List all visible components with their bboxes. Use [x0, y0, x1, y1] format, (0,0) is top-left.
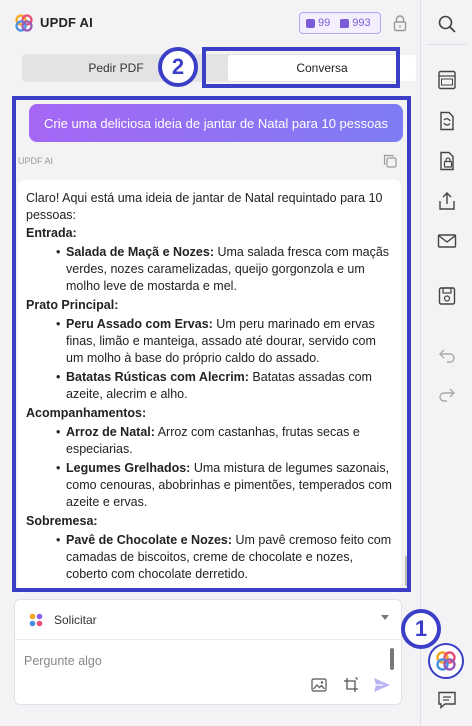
lock-icon[interactable]	[393, 14, 407, 32]
answer-section-heading: Prato Principal:	[26, 298, 119, 312]
input-panel	[14, 599, 402, 705]
answer-list	[26, 424, 393, 511]
answer-item-title: Pavê de Chocolate e Nozes:	[66, 533, 233, 547]
ai-answer	[18, 180, 401, 590]
answer-item-title: Peru Assado com Ervas:	[66, 317, 213, 331]
answer-item-text: Batatas assadas com azeite, alecrim e alho.	[66, 370, 372, 401]
input-scrollbar[interactable]	[390, 648, 394, 670]
redo-icon[interactable]	[437, 384, 457, 404]
app-header	[0, 0, 420, 46]
answer-intro: Claro! Aqui está uma ideia de jantar de Natal requintado para 10 pessoas:	[26, 191, 383, 222]
comment-icon[interactable]	[437, 690, 457, 710]
share-icon[interactable]	[437, 191, 457, 211]
answer-item	[26, 244, 393, 295]
answer-list	[26, 244, 393, 295]
copy-icon[interactable]	[383, 154, 397, 168]
answer-section-heading: Entrada:	[26, 226, 77, 240]
tab-chat[interactable]: Conversa	[228, 55, 416, 81]
answer-item-text: Uma salada fresca com maçãs verdes, nozes caramelizadas, queijo gorgonzola e um molho leve de mostarda e mel.	[66, 245, 390, 293]
chat-credit-value: 993	[352, 17, 371, 29]
answer-item	[26, 424, 393, 458]
image-icon[interactable]	[311, 678, 327, 692]
answer-item	[26, 369, 393, 403]
answer-item-text: Um peru marinado em ervas finas, limão e manteiga, assado até dourar, servido com um molho à base do próprio caldo do assado.	[66, 317, 376, 365]
answer-item-text: Arroz com castanhas, frutas secas e especiarias.	[66, 425, 360, 456]
answer-item-text: Uma mistura de legumes sazonais, como cenouras, abobrinhas e pimentões, temperados com azeite e ervas.	[66, 461, 392, 509]
user-message: Crie uma deliciosa ideia de jantar de Natal para 10 pessoas	[29, 104, 403, 142]
screenshot-crop-icon[interactable]	[343, 677, 359, 693]
undo-icon[interactable]	[437, 345, 457, 365]
search-icon[interactable]	[437, 14, 457, 34]
answer-item	[26, 316, 393, 367]
answer-list	[26, 532, 393, 583]
chat-scrollbar[interactable]	[405, 556, 408, 586]
app-title: UPDF AI	[40, 15, 93, 30]
mode-tabs	[22, 54, 398, 82]
send-icon[interactable]	[373, 677, 391, 693]
prompt-label: Solicitar	[54, 613, 97, 627]
updf-ai-button[interactable]	[428, 643, 464, 679]
answer-item	[26, 460, 393, 511]
document-credit-icon	[306, 19, 315, 28]
answer-item-title: Batatas Rústicas com Alecrim:	[66, 370, 249, 384]
credits-badge[interactable]	[299, 12, 381, 34]
answer-list	[26, 316, 393, 403]
convert-icon[interactable]	[437, 111, 457, 131]
chat-history[interactable]	[12, 96, 411, 592]
updf-logo-icon	[15, 14, 33, 32]
answer-item-title: Salada de Maçã e Nozes:	[66, 245, 214, 259]
document-credit-value: 99	[318, 17, 331, 29]
chevron-down-icon	[381, 615, 389, 620]
answer-section-heading: Sobremesa:	[26, 514, 98, 528]
email-icon[interactable]	[437, 231, 457, 251]
annotation-marker-2: 2	[158, 47, 198, 87]
ai-label: UPDF AI	[18, 156, 54, 166]
answer-item-title: Legumes Grelhados:	[66, 461, 191, 475]
answer-item-text: Um pavê cremoso feito com camadas de biscoitos, creme de chocolate e nozes, coberto com chocolate derretido.	[66, 533, 392, 581]
answer-section-heading: Acompanhamentos:	[26, 406, 147, 420]
chat-credit-icon	[340, 19, 349, 28]
protect-icon[interactable]	[437, 151, 457, 171]
document-credit	[306, 17, 330, 29]
toolbar-divider	[427, 44, 467, 45]
question-input[interactable]	[24, 652, 384, 670]
prompt-grid-icon	[29, 613, 43, 627]
chat-credit	[340, 17, 370, 29]
answer-item	[26, 532, 393, 583]
ocr-icon[interactable]	[437, 70, 457, 90]
answer-item-title: Arroz de Natal:	[66, 425, 155, 439]
annotation-marker-1: 1	[401, 609, 441, 649]
tab-ask-pdf[interactable]: Pedir PDF	[88, 61, 144, 75]
updf-ai-icon	[435, 650, 457, 672]
prompt-selector[interactable]	[15, 600, 401, 640]
save-icon[interactable]	[437, 286, 457, 306]
